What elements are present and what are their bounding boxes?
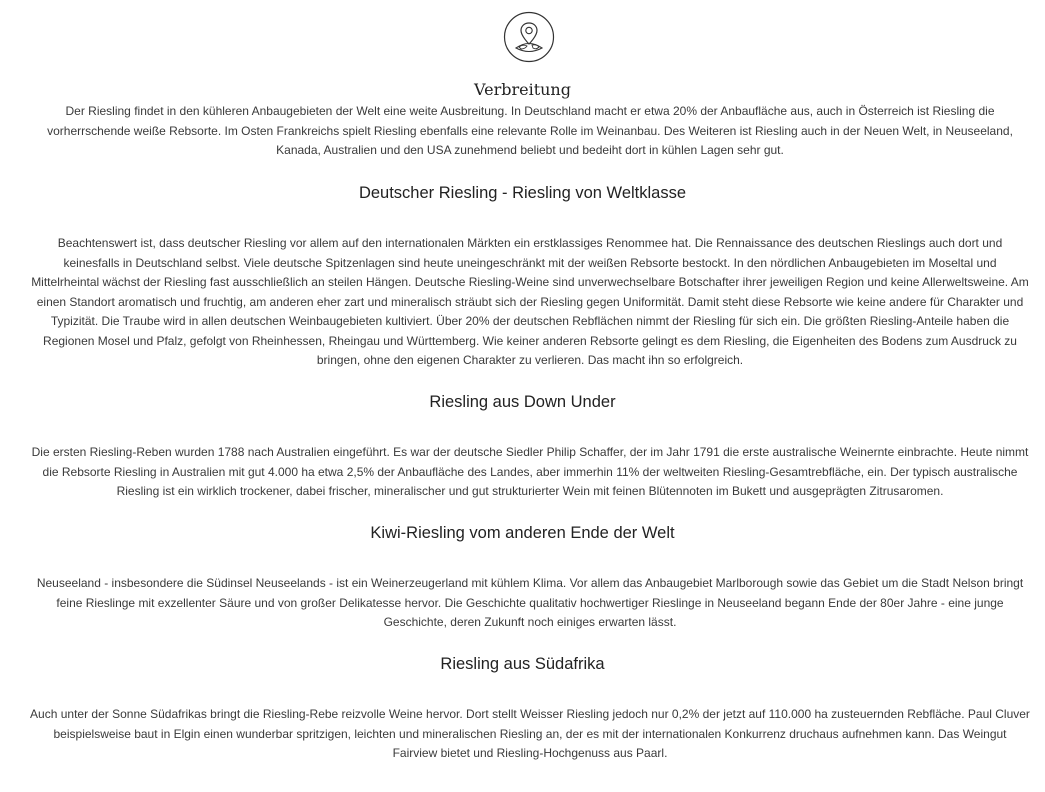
section-paragraph-suedafrika: Auch unter der Sonne Südafrikas bringt die Riesling-Rebe reizvolle Weine hervor. Dort stellt Weisser Riesling jedoch nur 0,2% der jetzt auf 110.000 ha zusteuernden Rebfläche. Paul Cluver beispielsweise baut in Elgin einen wunderbar spritzigen, leichten und mineralischen Riesling an, der es mit der internationalen Konkurrenz druchaus aufnehmen kann. Das Weingut Fairview bietet und Riesling-Hochgenuss aus Paarl. xyxy=(30,707,1030,760)
intro-paragraph: Der Riesling findet in den kühleren Anbaugebieten der Welt eine weite Ausbreitung. In Deutschland macht er etwa 20% der Anbaufläche aus, auch in Österreich ist Riesling die vorherrschende weiße Rebsorte. Im Osten Frankreichs spielt Riesling ebenfalls eine relevante Rolle im Weinanbau. Des Weiteren ist Riesling auch in der Neuen Welt, in Neuseeland, Kanada, Australien und den USA zunehmend beliebt und bedeiht dort in kühlen Lagen sehr gut. xyxy=(47,104,1013,157)
section-heading-kiwi-riesling: Kiwi-Riesling vom anderen Ende der Welt xyxy=(370,524,675,542)
section-paragraph-kiwi-riesling: Neuseeland - insbesondere die Südinsel Neuseelands - ist ein Weinerzeugerland mit kühlem Klima. Vor allem das Anbaugebiet Marlborough sowie das Gebiet um die Stadt Nelson bringt feine Rieslinge mit exzellenter Säure und von großer Delikatesse hervor. Die Geschichte qualitativ hochwertiger Rieslinge in Neuseeland begann Ende der 80er Jahre - eine junge Geschichte, deren Zukunft noch einiges erwarten lässt. xyxy=(36,576,1024,629)
intro-heading: Verbreitung xyxy=(474,80,571,99)
map-pin-globe-icon xyxy=(503,11,555,63)
section-heading-suedafrika: Riesling aus Südafrika xyxy=(440,655,605,673)
section-paragraph-down-under: Die ersten Riesling-Reben wurden 1788 nach Australien eingeführt. Es war der deutsche Siedler Philip Schaffer, der im Jahr 1791 die erste australische Weinernte einbrachte. Heute nimmt die Rebsorte Riesling in Australien mit gut 4.000 ha etwa 2,5% der Anbaufläche des Landes, aber immerhin 11% der weltweiten Riesling-Gesamtrebfläche, ein. Der typisch australische Riesling ist ein wirklich trockener, dabei frischer, mineralischer und gut strukturierter Wein mit feinen Blütennoten im Bukett und ausgeprägten Zitrusaromen. xyxy=(31,445,1029,498)
section-heading-down-under: Riesling aus Down Under xyxy=(429,393,616,411)
section-paragraph-deutscher-riesling: Beachtenswert ist, dass deutscher Riesling vor allem auf den internationalen Märkten ein erstklassiges Renommee hat. Die Rennaissance des deutschen Rieslings auch dort und keinesfalls in Deutschland selbst. Viele deutsche Spitzenlagen sind heute uneingeschränkt mit der weißen Rebsorte bestockt. In den nördlichen Anbaugebieten im Moseltal und Mittelrheintal wächst der Riesling fast ausschließlich an steilen Hängen. Deutsche Riesling-Weine sind unverwechselbare Botschafter ihrer jeweiligen Region und keine Allerweltsweine. Am einen Standort aromatisch und fruchtig, am anderen eher zart und mineralisch sträubt sich der Riesling gegen Uniformität. Damit steht diese Rebsorte wie keine andere für Charakter und Typizität. Die Traube wird in allen deutschen Weinbaugebieten kultiviert. Über 20% der deutschen Rebflächen nimmt der Riesling für sich ein. Die größten Riesling-Anteile haben die Regionen Mosel und Pfalz, gefolgt von Rheinhessen, Rheingau und Württemberg. Wie keiner anderen Rebsorte gelingt es dem Riesling, die Eigenheiten des Bodens zum Ausdruck zu bringen, ohne den eigenen Charakter zu verlieren. Das macht ihn so erfolgreich. xyxy=(31,236,1029,367)
section-heading-deutscher-riesling: Deutscher Riesling - Riesling von Weltklasse xyxy=(358,184,687,202)
